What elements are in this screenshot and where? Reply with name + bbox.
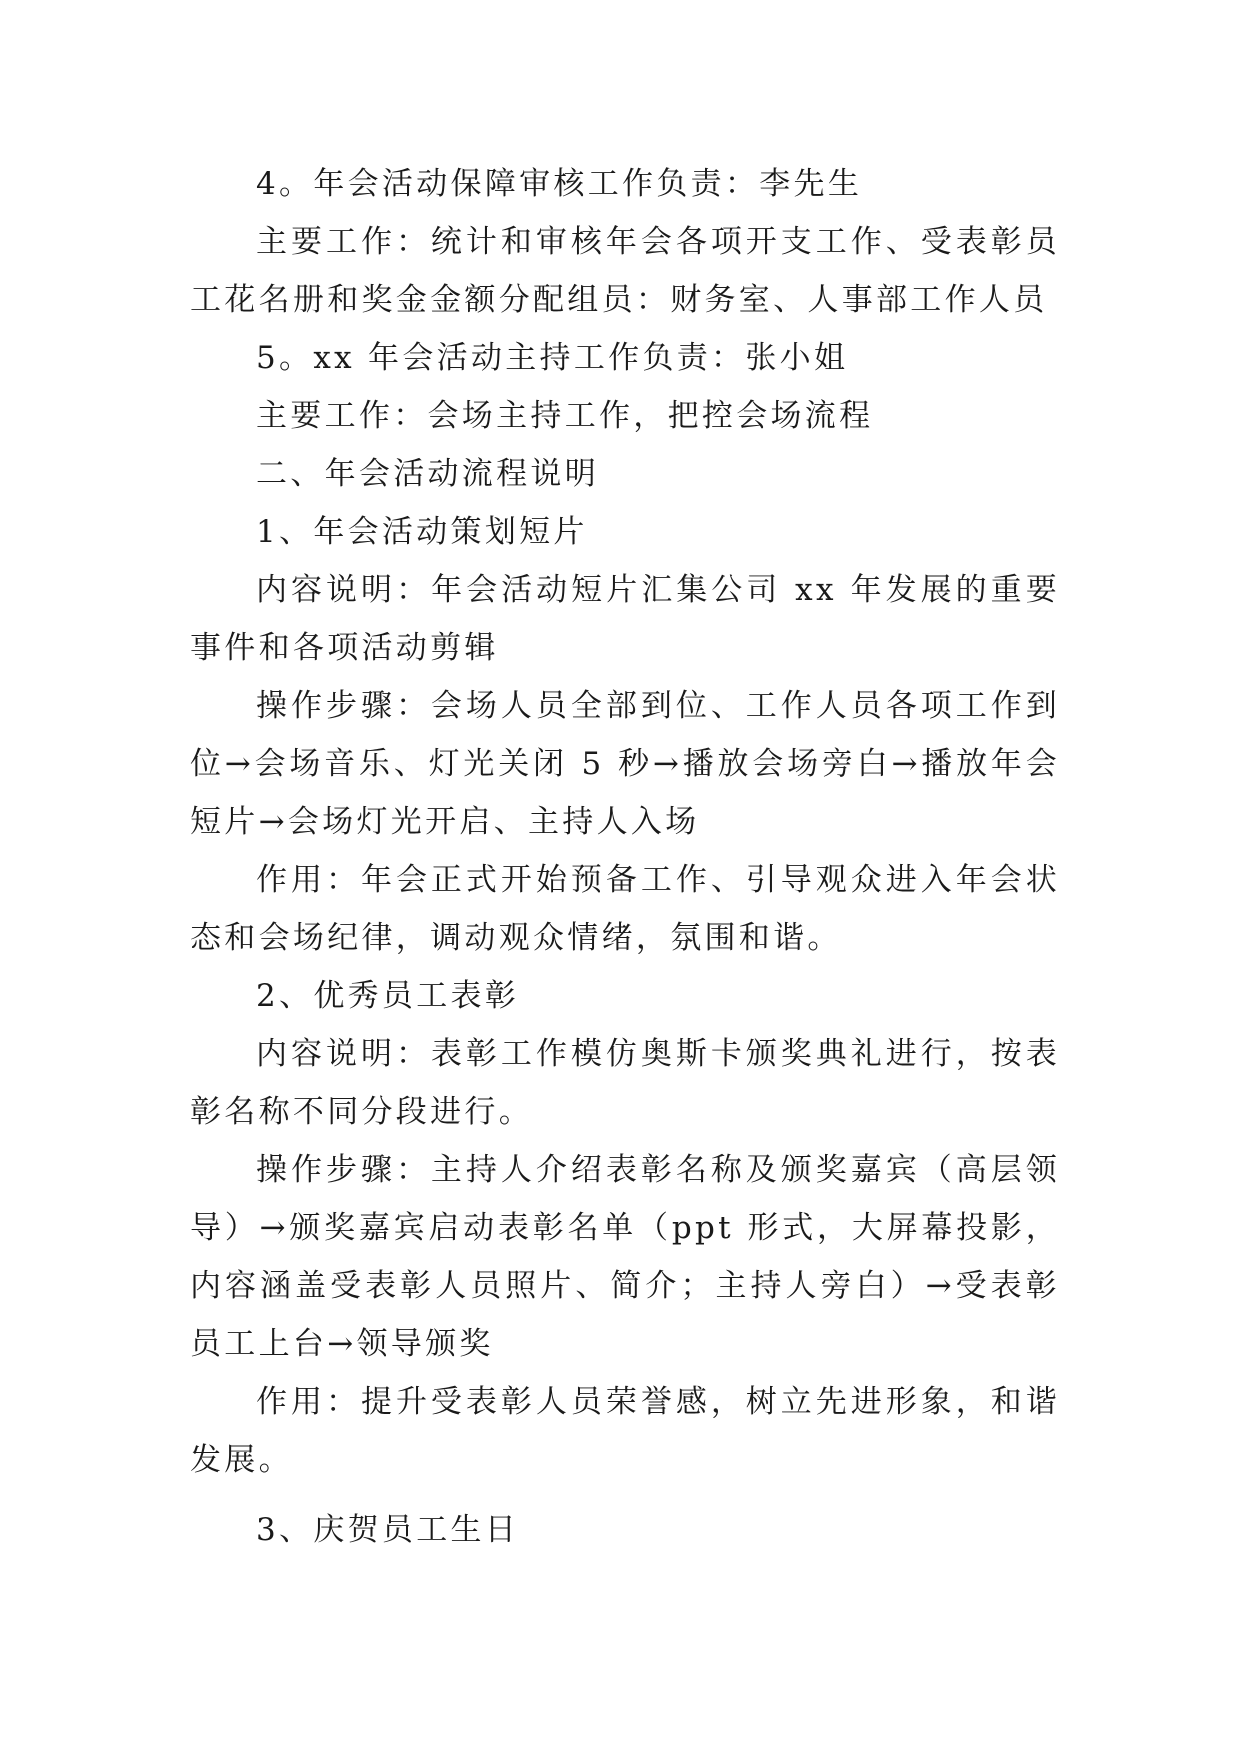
item-4-main-work: 主要工作：统计和审核年会各项开支工作、受表彰员工花名册和奖金金额分配组员：财务室、人事部工作人员: [190, 224, 1060, 318]
item-5-main-work: 主要工作：会场主持工作，把控会场流程: [256, 398, 874, 434]
content-description-2: 内容说明：表彰工作模仿奥斯卡颁奖典礼进行，按表彰名称不同分段进行。: [190, 1036, 1060, 1130]
operation-steps-1: 操作步骤：会场人员全部到位、工作人员各项工作到位→会场音乐、灯光关闭 5 秒→播放会场旁白→播放年会短片→会场灯光开启、主持人入场: [190, 688, 1060, 840]
subheading-3: 3、庆贺员工生日: [256, 1512, 520, 1548]
purpose-2: 作用：提升受表彰人员荣誉感，树立先进形象，和谐发展。: [190, 1384, 1060, 1478]
subheading-2: 2、优秀员工表彰: [256, 978, 520, 1014]
content-description-1: 内容说明：年会活动短片汇集公司 xx 年发展的重要事件和各项活动剪辑: [190, 572, 1060, 666]
operation-steps-2: 操作步骤：主持人介绍表彰名称及颁奖嘉宾（高层领导）→颁奖嘉宾启动表彰名单（ppt 形式，大屏幕投影，内容涵盖受表彰人员照片、简介；主持人旁白）→受表彰员工上台→领导颁奖: [190, 1152, 1060, 1362]
item-5-responsible: 5。xx 年会活动主持工作负责：张小姐: [256, 340, 849, 376]
item-4-responsible: 4。年会活动保障审核工作负责：李先生: [256, 166, 863, 202]
section-heading-2: 二、年会活动流程说明: [256, 456, 599, 492]
subheading-1: 1、年会活动策划短片: [256, 514, 588, 550]
document-body: [190, 155, 1060, 1559]
purpose-1: 作用：年会正式开始预备工作、引导观众进入年会状态和会场纪律，调动观众情绪，氛围和谐。: [190, 862, 1060, 956]
